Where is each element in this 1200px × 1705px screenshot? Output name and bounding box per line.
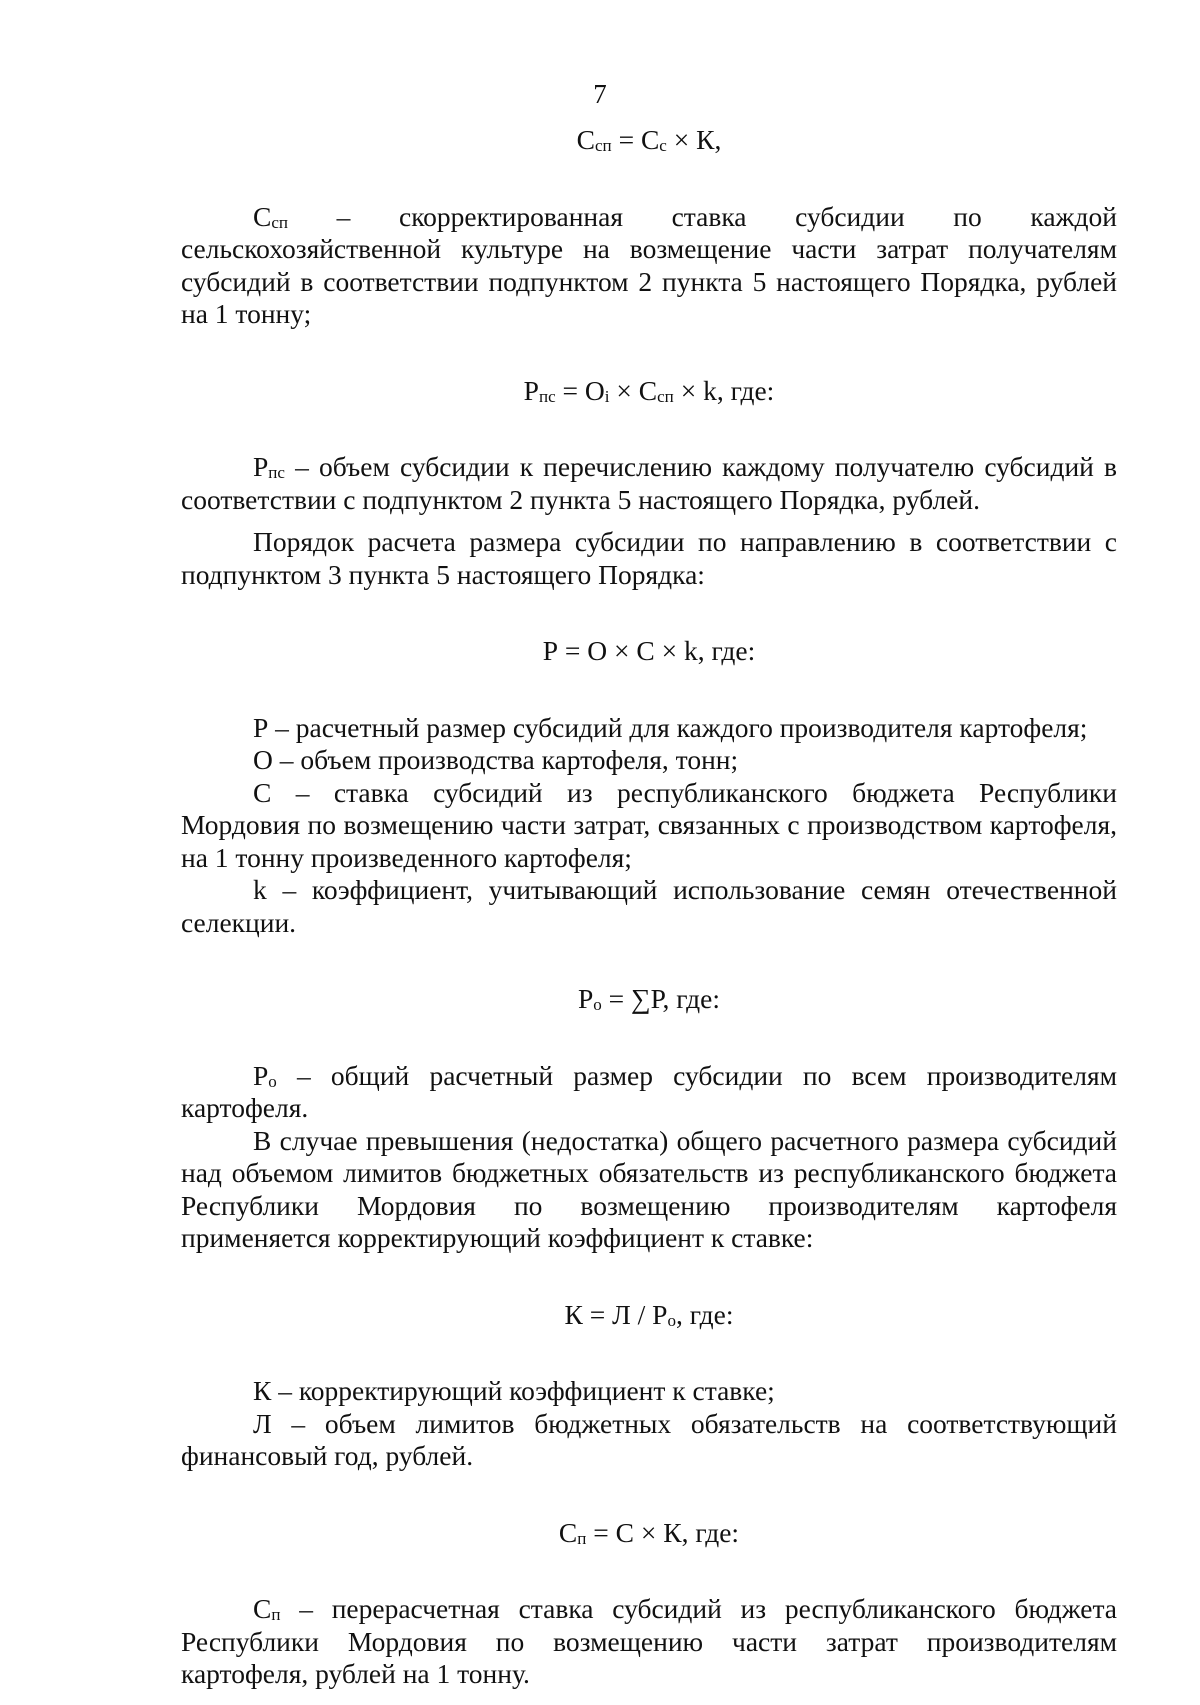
formula-transfer-volume: $Р_{пс} = О_i \times С_{сп} \times k$, где: xyxy=(523,374,775,406)
formula-adjusted-rate: $С_{сп} = С_с \times К$, xyxy=(576,124,722,156)
paragraph-total-subsidy-definition: $Р_о$ – общий расчетный размер субсидии по всем производителям картофеля. xyxy=(181,1059,1117,1123)
paragraph-correction-condition: В случае превышения (недостатка) общего расчетного размера субсидий над объемом лимитов бюджетных обязательств из республиканского бюджета Республики Мордовия по возмещению производителям картофеля применяется корректирующий коэффициент к ставке: xyxy=(181,1124,1117,1253)
formula-total-subsidy: $Р_о = \sum Р$, где: xyxy=(577,983,721,1015)
paragraph-definition-c: С – ставка субсидий из республиканского бюджета Республики Мордовия по возмещению части затрат, связанных с производством картофеля, на 1 тонну произведенного картофеля; xyxy=(181,776,1117,873)
page-number: 7 xyxy=(593,79,607,109)
paragraph-definition-k: k – коэффициент, учитывающий использование семян отечественной селекции. xyxy=(181,874,1117,938)
paragraph-definition-o: О – объем производства картофеля, тонн; xyxy=(253,744,739,775)
document-body xyxy=(181,124,1117,1691)
paragraph-definition-correction-k: К – корректирующий коэффициент к ставке; xyxy=(253,1375,775,1406)
paragraph-definition-p: Р – расчетный размер субсидий для каждого производителя картофеля; xyxy=(253,711,1088,743)
paragraph-transfer-volume-definition: $Р_{пс}$ – объем субсидии к перечислению каждому получателю субсидий в соответствии с подпунктом 2 пункта 5 настоящего Порядка, рублей. xyxy=(181,451,1117,515)
paragraph-adjusted-rate-definition: $С_{сп}$ – скорректированная ставка субсидии по каждой сельскохозяйственной культуре на возмещение части затрат получателям субсидий в соответствии подпунктом 2 пункта 5 настоящего Порядка, рублей на 1 тонну; xyxy=(181,200,1117,329)
paragraph-definition-limits: Л – объем лимитов бюджетных обязательств на соответствующий финансовый год, рублей. xyxy=(181,1407,1117,1471)
formula-correction-coefficient: $К = Л / Р_о$, где: xyxy=(564,1298,734,1330)
paragraph-recalculated-rate-definition: $С_п$ – перерасчетная ставка субсидий из республиканского бюджета Республики Мордовия по возмещению части затрат производителям картофеля, рублей на 1 тонну. xyxy=(181,1593,1117,1689)
formula-potato-subsidy: Р = О × С × k, где: xyxy=(542,635,756,666)
paragraph-calculation-order: Порядок расчета размера субсидии по направлению в соответствии с подпунктом 3 пункта 5 настоящего Порядка: xyxy=(181,526,1117,590)
formula-recalculated-rate: $С_п = С \times К$, где: xyxy=(558,1516,740,1548)
